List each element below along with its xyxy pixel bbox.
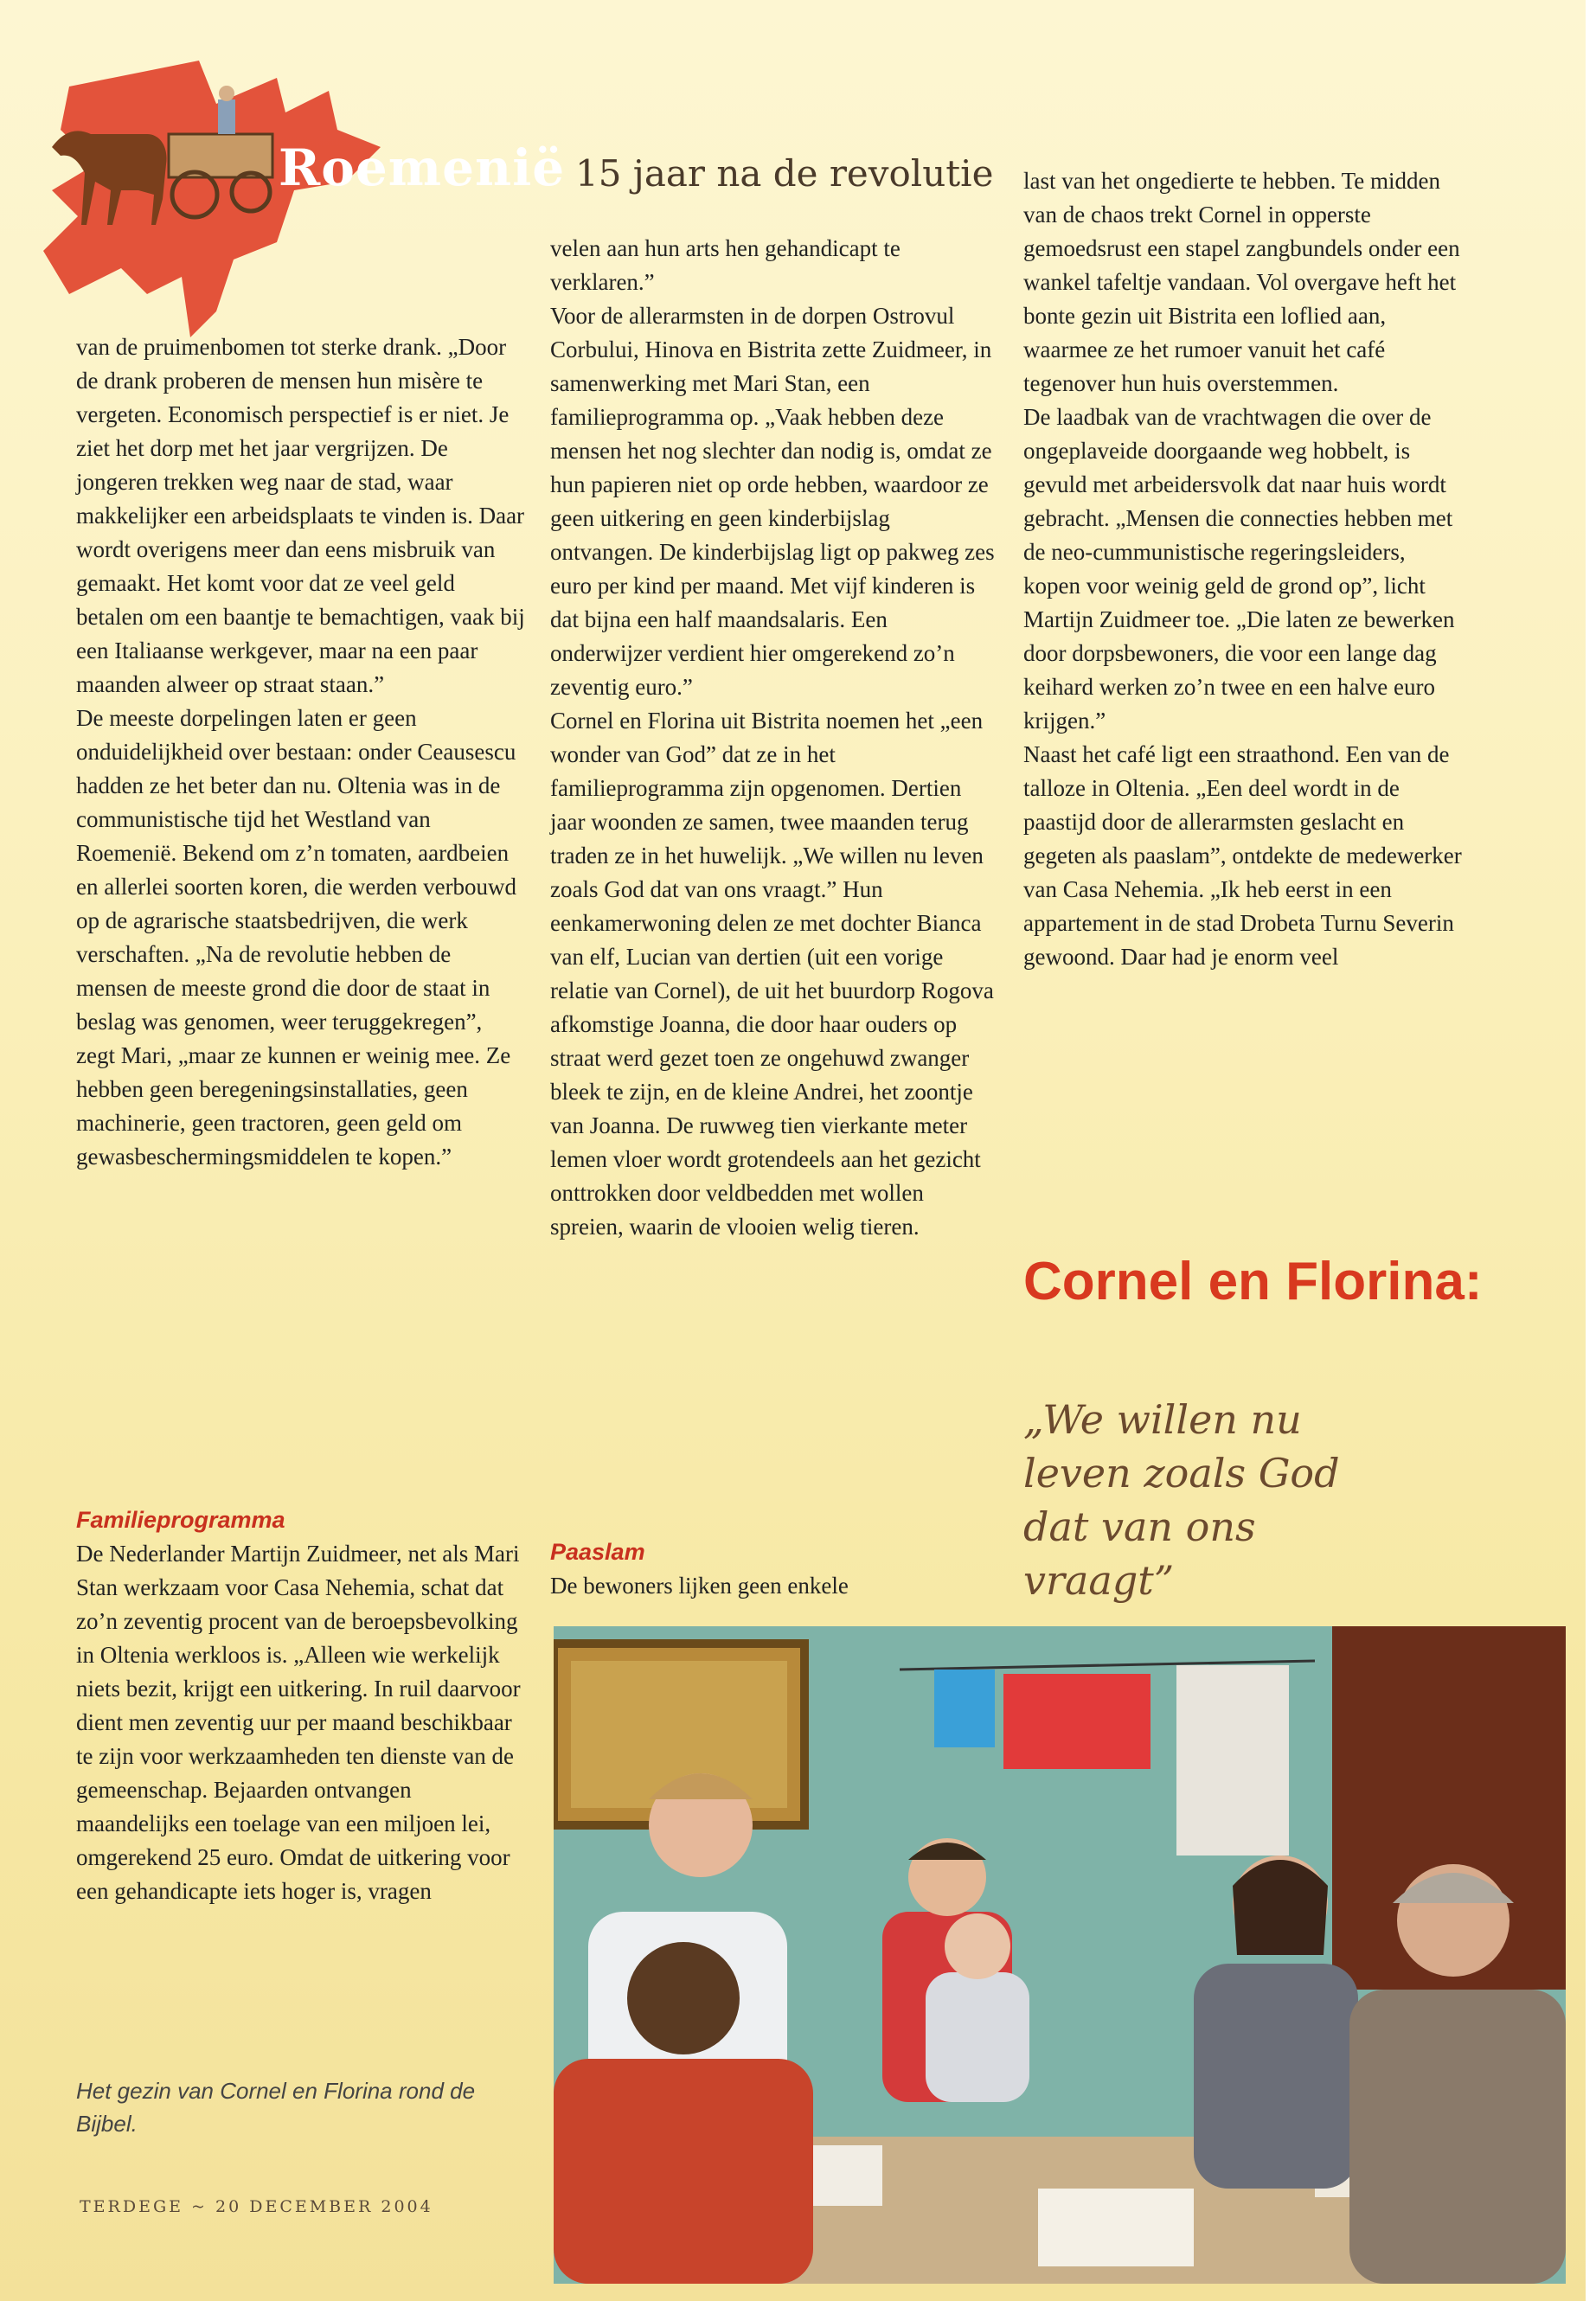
paragraph: De Nederlander Martijn Zuidmeer, net als Mari Stan werkzaam voor Casa Nehemia, schat dat zo’n zeventig procent van de beroepsbevolking in Oltenia werkloos is. „Alleen wie werkelijk niets bezit, krijgt een uitkering. In ruil daarvoor dient men zeventig uur per maand beschikbaar te zijn voor werkzaamheden ten dienste van de gemeenschap. Bejaarden ontvangen maandelijks een toelage van een miljoen lei, omgerekend 25 euro. Omdat de uitkering voor een gehandicapte iets hoger is, vragen bbox=[76, 1541, 521, 1904]
paragraph: velen aan hun arts hen gehandicapt te verklaren.” bbox=[550, 235, 901, 295]
paragraph: last van het ongedierte te hebben. Te midden van de chaos trekt Cornel in opperste gemoedsrust een stapel zangbundels onder een wankel tafeltje vandaan. Vol overgave heft het bonte gezin uit Bistrita een loflied aan, waarmee ze het rumoer vanuit het café tegenover hun huis overstemmen. bbox=[1023, 168, 1460, 396]
pullquote-text: „We willen nu leven zoals God dat van ons vraagt” bbox=[1023, 1396, 1340, 1604]
paragraph: De laadbak van de vrachtwagen die over de ongeplaveide doorgaande weg hobbelt, is gevuld met arbeidersvolk dat naar huis wordt gebracht. „Mensen die connecties hebben met de neo-cummunistische regeringsleiders, kopen voor weinig geld de grond op”, licht Martijn Zuidmeer toe. „Die laten ze bewerken door dorpsbewoners, die voor een lange dag keihard werken zo’n twee en een halve euro krijgen.” bbox=[1023, 404, 1455, 734]
paragraph: Naast het café ligt een straathond. Een van de talloze in Oltenia. „Een deel wordt in de paastijd door de allerarmsten geslacht en gegeten als paaslam”, ontdekte de medewerker van Casa Nehemia. „Ik heb eerst in een appartement in de stad Drobeta Turnu Severin gewoond. Daar had je enorm veel bbox=[1023, 741, 1462, 970]
subhead-familieprogramma: Familieprogramma bbox=[76, 1507, 285, 1533]
paragraph: De meeste dorpelingen laten er geen onduidelijkheid over bestaan: onder Ceausescu hadden ze het beter dan nu. Oltenia was in de communistische tijd het Westland van Roemenië. Bekend om z’n tomaten, aardbeien en allerlei soorten koren, die werden verbouwd op de agrarische staatsbedrijven, die werk verschaften. „Na de revolutie hebben de mensen de meeste grond die door de staat in beslag was genomen, weer teruggekregen”, zegt Mari, „maar ze kunnen er weinig mee. Ze hebben geen beregeningsinstallaties, geen machinerie, geen tractoren, geen geld om gewasbeschermingsmiddelen te kopen.” bbox=[76, 705, 517, 1170]
red-brush-stroke bbox=[43, 61, 381, 337]
family-photo bbox=[554, 1626, 1566, 2284]
paragraph: Cornel en Florina uit Bistrita noemen het „een wonder van God” dat ze in het familieprogramma zijn opgenomen. Dertien jaar woonden ze samen, twee maanden terug traden ze in het huwelijk. „We willen nu leven zoals God dat van ons vraagt.” Hun eenkamerwoning delen ze met dochter Bianca van elf, Lucian van dertien (uit een vorige relatie van Cornel), de uit het buurdorp Rogova afkomstige Joanna, die door haar ouders op straat werd gezet toen ze ongehuwd zwanger bleek te zijn, en de kleine Andrei, het zoontje van Joanna. De ruwweg tien vierkante meter lemen vloer wordt grotendeels aan het gezicht onttrokken door veldbedden met wollen spreien, waarin de vlooien welig tieren. bbox=[550, 708, 994, 1240]
paragraph: De bewoners lijken geen enkele bbox=[550, 1573, 849, 1599]
column-2-continued bbox=[550, 1535, 996, 1603]
photo-cloth-red bbox=[1003, 1674, 1151, 1769]
page-footer: TERDEGE ~ 20 DECEMBER 2004 bbox=[80, 2197, 433, 2216]
photo-book bbox=[1038, 2189, 1194, 2266]
photo-cloth-white bbox=[1176, 1665, 1289, 1856]
section-title: Roemenië bbox=[279, 138, 566, 197]
photo-caption: Het gezin van Cornel en Florina rond de Bijbel. bbox=[76, 2078, 476, 2137]
photo-cloth-blue bbox=[934, 1670, 995, 1747]
pullquote-title: Cornel en Florina: bbox=[1023, 1252, 1483, 1311]
column-1 bbox=[76, 330, 526, 1174]
page-edge bbox=[1586, 0, 1596, 2301]
column-3 bbox=[1023, 164, 1465, 974]
column-1-continued bbox=[76, 1503, 526, 1908]
column-2 bbox=[550, 232, 996, 1244]
paragraph: Voor de allerarmsten in de dorpen Ostrovul Corbului, Hinova en Bistrita zette Zuidmeer, in samenwerking met Mari Stan, een familieprogramma op. „Vaak hebben deze mensen het nog slechter dan nodig is, omdat ze hun papieren niet op orde hebben, waardoor ze geen uitkering en geen kinderbijslag ontvangen. De kinderbijslag ligt op pakweg zes euro per kind per maand. Met vijf kinderen is dat bijna een half maandsalaris. Een onderwijzer verdient hier omgerekend zo’n zeventig euro.” bbox=[550, 303, 995, 700]
article-subtitle: 15 jaar na de revolutie bbox=[575, 152, 994, 195]
paragraph: van de pruimenbomen tot sterke drank. „Door de drank proberen de mensen hun misère te vergeten. Economisch perspectief is er niet. Je ziet het dorp met het jaar vergrijzen. De jongeren trekken weg naar de stad, waar makkelijker een arbeidsplaats te vinden is. Daar wordt overigens meer dan eens misbruik van gemaakt. Het komt voor dat ze veel geld betalen om een baantje te bemachtigen, vaak bij een Italiaanse werkgever, maar na een paar maanden alweer op straat staan.” bbox=[76, 334, 525, 697]
subhead-paaslam: Paaslam bbox=[550, 1539, 645, 1565]
